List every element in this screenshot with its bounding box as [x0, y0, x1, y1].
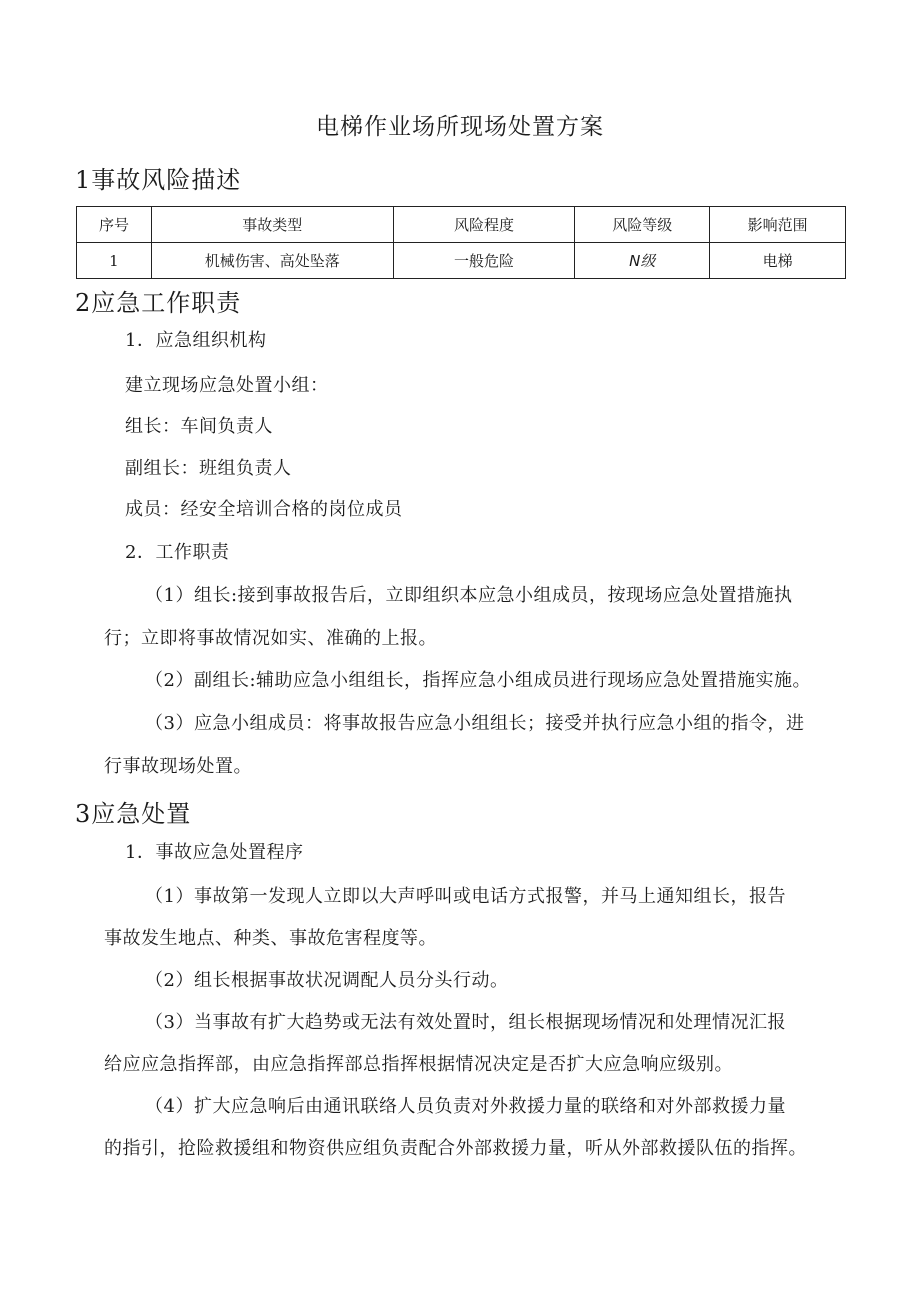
header-cell: 影响范围 [710, 207, 846, 243]
risk-table [76, 206, 846, 279]
paragraph: 行；立即将事故情况如实、准确的上报。 [104, 628, 437, 649]
header-cell: 事故类型 [151, 207, 393, 243]
paragraph: （2）副组长:辅助应急小组组长，指挥应急小组成员进行现场应急处置措施实施。 [145, 670, 812, 691]
paragraph: 建立现场应急处置小组： [125, 375, 329, 396]
page-title: 电梯作业场所现场处置方案 [316, 114, 604, 140]
cell-degree: 一般危险 [393, 243, 575, 279]
section-2-heading: 2应急工作职责 [75, 289, 242, 317]
level-roman: N [629, 252, 641, 270]
table-header-row [77, 207, 846, 243]
paragraph: 成员：经安全培训合格的岗位成员 [125, 499, 403, 520]
header-cell: 风险等级 [575, 207, 710, 243]
paragraph: （1）组长:接到事故报告后，立即组织本应急小组成员，按现场应急处置措施执 [145, 585, 793, 606]
paragraph: 行事故现场处置。 [104, 756, 252, 777]
paragraph: 的指引，抢险救援组和物资供应组负责配合外部救援力量，听从外部救援队伍的指挥。 [104, 1138, 807, 1159]
paragraph: （1）事故第一发现人立即以大声呼叫或电话方式报警，并马上通知组长，报告 [145, 886, 786, 907]
paragraph: 副组长：班组负责人 [125, 458, 292, 479]
paragraph: 给应应急指挥部，由应急指挥部总指挥根据情况决定是否扩大应急响应级别。 [104, 1054, 733, 1075]
cell-scope: 电梯 [710, 243, 846, 279]
table-row [77, 243, 846, 279]
section-1-heading: 1事故风险描述 [75, 166, 242, 194]
paragraph: 事故发生地点、种类、事故危害程度等。 [104, 928, 437, 949]
paragraph: 组长：车间负责人 [125, 416, 273, 437]
subheading-duty: 2．工作职责 [125, 542, 230, 563]
paragraph: （3）应急小组成员：将事故报告应急小组组长；接受并执行应急小组的指令，进 [145, 713, 805, 734]
paragraph: （3）当事故有扩大趋势或无法有效处置时，组长根据现场情况和处理情况汇报 [145, 1012, 786, 1033]
header-cell: 序号 [77, 207, 152, 243]
cell-no: 1 [77, 243, 152, 279]
level-suffix: 级 [640, 252, 656, 270]
section-3-heading: 3应急处置 [75, 800, 192, 828]
header-cell: 风险程度 [393, 207, 575, 243]
paragraph: （4）扩大应急响后由通讯联络人员负责对外救援力量的联络和对外部救援力量 [145, 1096, 786, 1117]
cell-type: 机械伤害、高处坠落 [151, 243, 393, 279]
subheading-org: 1．应急组织机构 [125, 330, 267, 351]
cell-level [575, 243, 710, 279]
paragraph: （2）组长根据事故状况调配人员分头行动。 [145, 970, 509, 991]
subheading-procedure: 1．事故应急处置程序 [125, 842, 304, 863]
